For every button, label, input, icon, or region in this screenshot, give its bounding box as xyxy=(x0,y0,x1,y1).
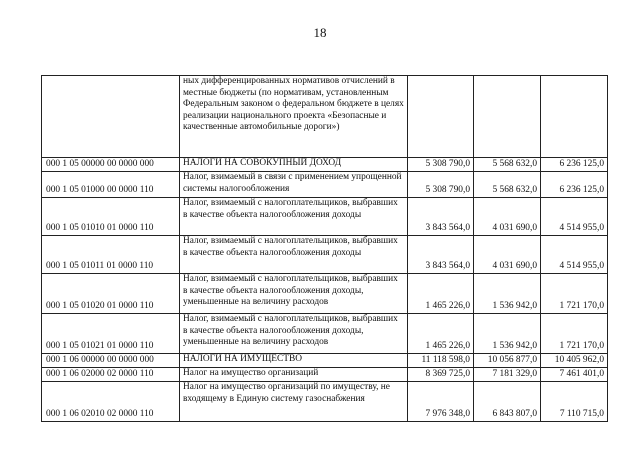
budget-code-cell: 000 1 05 01021 01 0000 110 xyxy=(42,314,180,354)
page-number: 18 xyxy=(313,25,327,40)
table-row xyxy=(42,314,608,354)
value-year2-cell: 6 843 807,0 xyxy=(474,382,541,422)
revenue-table xyxy=(41,75,608,422)
value-year1-cell: 7 976 348,0 xyxy=(408,382,474,422)
value-year3-cell: 7 461 401,0 xyxy=(541,368,608,382)
table-row xyxy=(42,158,608,172)
value-year2-cell: 10 056 877,0 xyxy=(474,354,541,368)
item-name-cell: ных дифференцированных нормативов отчислений в местные бюджеты (по нормативам, установленным Федеральным законом о федеральном бюджете в целях реализации национального проекта «Безопасные и качественные автомобильные дороги») xyxy=(180,76,408,158)
budget-code-cell: 000 1 05 01010 01 0000 110 xyxy=(42,198,180,236)
revenue-table-body xyxy=(42,76,608,422)
item-name-cell: Налог, взимаемый в связи с применением упрощенной системы налогообложения xyxy=(180,172,408,198)
value-year3-cell: 1 721 170,0 xyxy=(541,314,608,354)
budget-code-cell: 000 1 05 01011 01 0000 110 xyxy=(42,236,180,274)
value-year3-cell: 6 236 125,0 xyxy=(541,172,608,198)
value-year1-cell: 5 308 790,0 xyxy=(408,172,474,198)
value-year1-cell: 1 465 226,0 xyxy=(408,314,474,354)
value-year2-cell: 5 568 632,0 xyxy=(474,172,541,198)
value-year1-cell: 5 308 790,0 xyxy=(408,158,474,172)
value-year3-cell: 10 405 962,0 xyxy=(541,354,608,368)
value-year1-cell: 1 465 226,0 xyxy=(408,274,474,314)
item-name-cell: НАЛОГИ НА ИМУЩЕСТВО xyxy=(180,354,408,368)
item-name-cell: Налог, взимаемый с налогоплательщиков, выбравших в качестве объекта налогообложения доходы, уменьшенные на величину расходов xyxy=(180,314,408,354)
budget-code-cell: 000 1 06 02000 02 0000 110 xyxy=(42,368,180,382)
value-year2-cell: 1 536 942,0 xyxy=(474,274,541,314)
value-year3-cell: 7 110 715,0 xyxy=(541,382,608,422)
item-name-cell: Налог на имущество организаций по имуществу, не входящему в Единую систему газоснабжения xyxy=(180,382,408,422)
budget-code-cell: 000 1 06 02010 02 0000 110 xyxy=(42,382,180,422)
value-year1-cell: 8 369 725,0 xyxy=(408,368,474,382)
value-year3-cell: 4 514 955,0 xyxy=(541,198,608,236)
budget-code-cell xyxy=(42,76,180,158)
item-name-cell: Налог, взимаемый с налогоплательщиков, выбравших в качестве объекта налогообложения доходы xyxy=(180,198,408,236)
value-year1-cell xyxy=(408,76,474,158)
value-year2-cell: 4 031 690,0 xyxy=(474,198,541,236)
table-row xyxy=(42,274,608,314)
table-row xyxy=(42,236,608,274)
table-row xyxy=(42,172,608,198)
item-name-cell: Налог, взимаемый с налогоплательщиков, выбравших в качестве объекта налогообложения доходы xyxy=(180,236,408,274)
value-year2-cell: 7 181 329,0 xyxy=(474,368,541,382)
item-name-cell: Налог, взимаемый с налогоплательщиков, выбравших в качестве объекта налогообложения доходы, уменьшенные на величину расходов xyxy=(180,274,408,314)
value-year2-cell: 1 536 942,0 xyxy=(474,314,541,354)
budget-code-cell: 000 1 05 01000 00 0000 110 xyxy=(42,172,180,198)
table-row xyxy=(42,354,608,368)
value-year2-cell: 5 568 632,0 xyxy=(474,158,541,172)
item-name-cell: НАЛОГИ НА СОВОКУПНЫЙ ДОХОД xyxy=(180,158,408,172)
item-name-cell: Налог на имущество организаций xyxy=(180,368,408,382)
value-year3-cell: 6 236 125,0 xyxy=(541,158,608,172)
value-year1-cell: 3 843 564,0 xyxy=(408,236,474,274)
value-year2-cell: 4 031 690,0 xyxy=(474,236,541,274)
value-year2-cell xyxy=(474,76,541,158)
budget-code-cell: 000 1 05 00000 00 0000 000 xyxy=(42,158,180,172)
budget-code-cell: 000 1 06 00000 00 0000 000 xyxy=(42,354,180,368)
table-row xyxy=(42,382,608,422)
value-year1-cell: 3 843 564,0 xyxy=(408,198,474,236)
value-year3-cell: 4 514 955,0 xyxy=(541,236,608,274)
table-row xyxy=(42,198,608,236)
budget-code-cell: 000 1 05 01020 01 0000 110 xyxy=(42,274,180,314)
table-row xyxy=(42,368,608,382)
value-year3-cell xyxy=(541,76,608,158)
table-row xyxy=(42,76,608,158)
value-year3-cell: 1 721 170,0 xyxy=(541,274,608,314)
value-year1-cell: 11 118 598,0 xyxy=(408,354,474,368)
